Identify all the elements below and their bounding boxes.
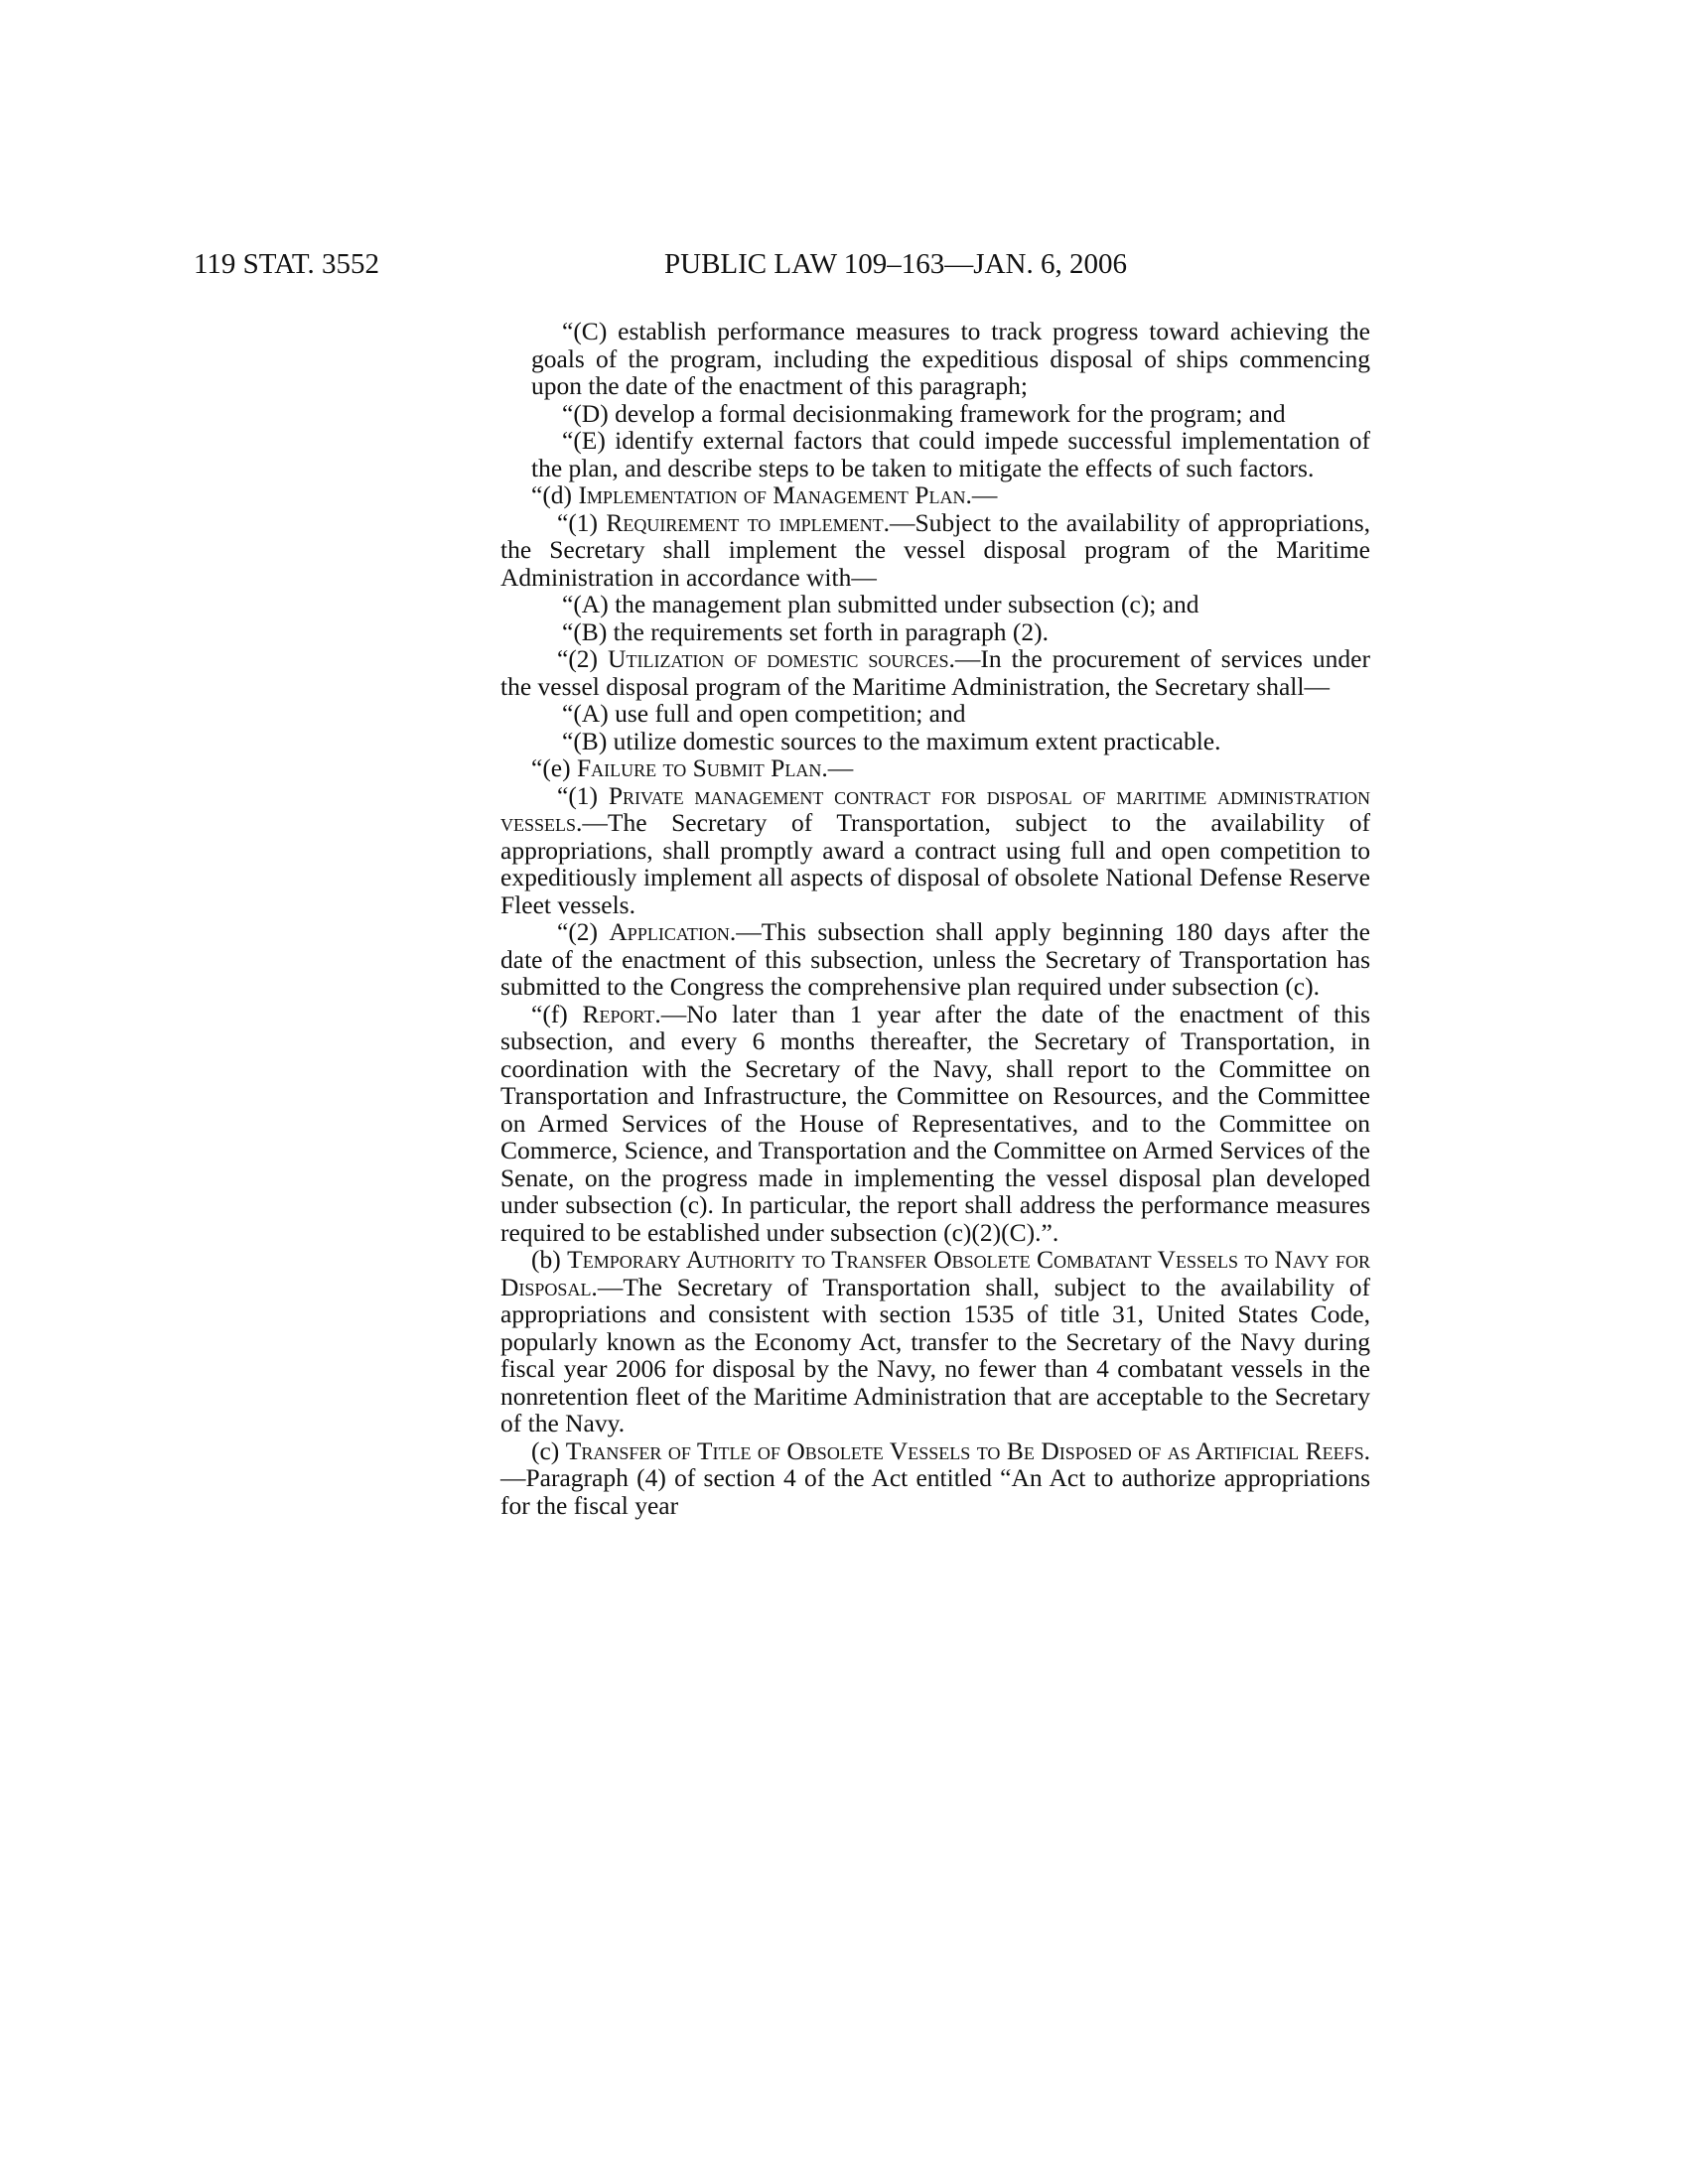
paragraph-text: “(C) establish performance measures to track progress toward achieving the goals of the program, including the expeditious disposal of ships commencing upon the date of the enactment of this paragraph; — [531, 317, 1370, 400]
section-heading: Temporary Authority to Transfer Obsolete Combatant Vessels to Navy for Disposal. — [500, 1245, 1371, 1301]
paragraph-text: “(E) identify external factors that could impede successful implementation of the plan, and describe steps to be taken to mitigate the effects of such factors. — [531, 426, 1370, 482]
paragraph-prefix: “(d) — [531, 480, 579, 509]
paragraph-prefix: “(e) — [531, 753, 577, 782]
section-heading: Requirement to implement. — [606, 507, 890, 537]
page-header — [0, 248, 1688, 288]
paragraph-b-domestic-sources — [500, 728, 1370, 755]
paragraph-c-performance-measures — [500, 318, 1370, 400]
document-body — [500, 318, 1370, 1519]
paragraph-prefix: “(f) — [531, 999, 583, 1028]
section-heading: Failure to Submit Plan.— — [577, 753, 854, 782]
paragraph-a-competition — [500, 700, 1370, 728]
statute-citation: 119 STAT. 3552 — [194, 248, 379, 280]
paragraph-text: “(A) the management plan submitted under subsection (c); and — [562, 590, 1199, 618]
section-heading: Private management contract for disposal of maritime administration vessels. — [500, 780, 1370, 837]
subsection-e-heading — [500, 754, 1370, 782]
paragraph-text: “(B) the requirements set forth in paragraph (2). — [562, 616, 1049, 646]
paragraph-b-requirements — [500, 618, 1370, 646]
subsection-f-report — [500, 1001, 1370, 1247]
paragraph-text: —The Secretary of Transportation, subject to the availability of appropriations, shall promptly award a contract using full and open competition to expeditiously implement all aspects of disposal of obsolete National Defense Reserve Fleet vessels. — [500, 808, 1370, 919]
paragraph-text: —No later than 1 year after the date of the enactment of this subsection, and every 6 months thereafter, the Secretary of Transportation, in coordination with the Secretary of the Navy, shall report to the Committee on Transportation and Infrastructure, the Committee on Resources, and the Committee on Armed Services of the House of Representatives, and to the Committee on Commerce, Science, and Transportation and the Committee on Armed Services of the Senate, on the progress made in implementing the vessel disposal plan developed under subsection (c). In particular, the report shall address the performance measures required to be established under subsection (c)(2)(C).”. — [500, 999, 1371, 1247]
subsection-c-transfer-of-title — [500, 1437, 1370, 1520]
paragraph-prefix: (c) — [531, 1435, 566, 1465]
paragraph-e-external-factors — [500, 427, 1370, 481]
paragraph-prefix: “(1) — [557, 507, 607, 537]
paragraph-text: “(D) develop a formal decisionmaking framework for the program; and — [562, 398, 1286, 428]
paragraph-text: —Subject to the availability of appropriations, the Secretary shall implement the vessel disposal program of the Maritime Administration in accordance with— — [500, 507, 1370, 592]
section-heading: Application. — [609, 917, 737, 946]
paragraph-a-management-plan — [500, 591, 1370, 618]
public-law-title: PUBLIC LAW 109–163—JAN. 6, 2006 — [664, 248, 1127, 280]
subsection-b-temporary-authority — [500, 1246, 1370, 1437]
paragraph-prefix: “(2) — [557, 917, 610, 946]
paragraph-text: —The Secretary of Transportation shall, subject to the availability of appropriations and consistent with section 1535 of title 31, United States Code, popularly known as the Economy Act, transfer to the Secretary of the Navy during fiscal year 2006 for disposal by the Navy, no fewer than 4 combatant vessels in the nonretention fleet of the Maritime Administration that are acceptable to the Secretary of the Navy. — [500, 1272, 1370, 1437]
subsection-d-heading — [500, 481, 1370, 509]
paragraph-1-private-management-contract — [500, 782, 1370, 919]
paragraph-prefix: (b) — [531, 1245, 568, 1274]
section-heading: Implementation of Management Plan.— — [578, 480, 998, 509]
paragraph-prefix: “(1) — [557, 780, 609, 810]
paragraph-text: —Paragraph (4) of section 4 of the Act entitled “An Act to authorize appropriations for the fiscal year — [500, 1463, 1370, 1520]
section-heading: Utilization of domestic sources. — [608, 644, 955, 673]
paragraph-2-application — [500, 918, 1370, 1001]
paragraph-1-requirement-to-implement — [500, 509, 1370, 592]
paragraph-text: “(B) utilize domestic sources to the maximum extent practicable. — [562, 726, 1221, 755]
paragraph-2-domestic-sources — [500, 645, 1370, 700]
paragraph-text: —This subsection shall apply beginning 180 days after the date of the enactment of this subsection, unless the Secretary of Transportation has submitted to the Congress the comprehensive plan required under subsection (c). — [500, 917, 1370, 1001]
paragraph-text: “(A) use full and open competition; and — [562, 699, 966, 728]
section-heading: Report. — [582, 999, 661, 1028]
section-heading: Transfer of Title of Obsolete Vessels to Be Disposed of as Artificial Reefs. — [565, 1435, 1370, 1465]
paragraph-prefix: “(2) — [557, 644, 609, 673]
paragraph-text: —In the procurement of services under the vessel disposal program of the Maritime Administration, the Secretary shall— — [500, 644, 1370, 701]
paragraph-d-decision-framework — [500, 400, 1370, 428]
